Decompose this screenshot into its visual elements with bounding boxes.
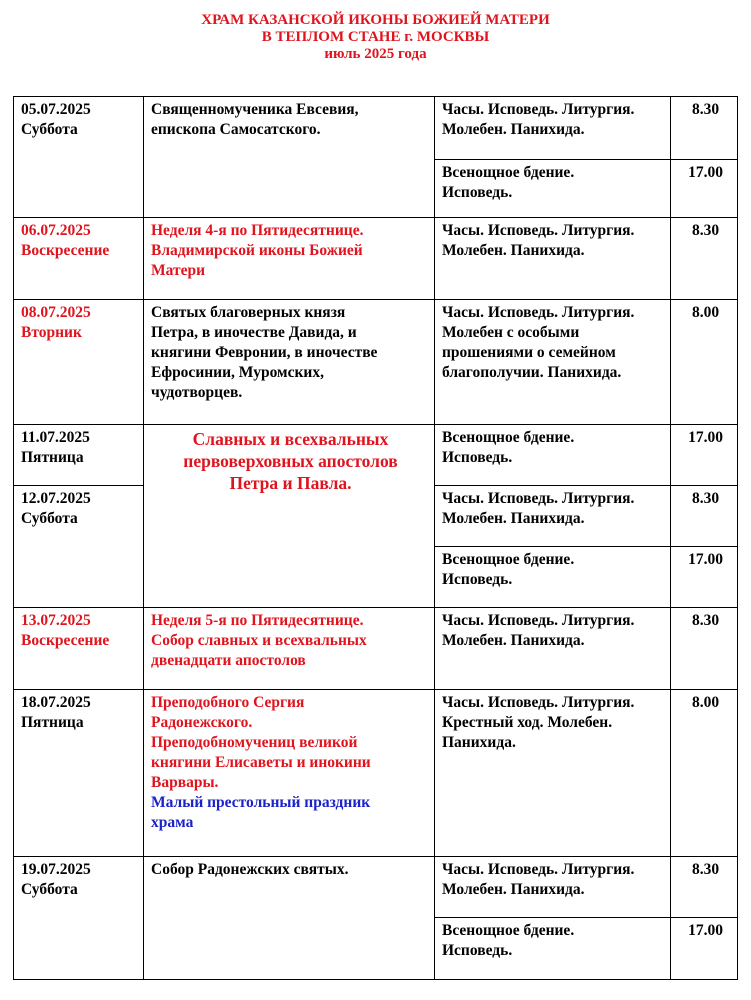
date-cell: [14, 300, 144, 425]
service-line: благополучии. Панихида.: [442, 364, 622, 381]
feast-line: Собор славных и всехвальных: [151, 632, 367, 649]
service-line: Часы. Исповедь. Литургия.: [442, 304, 635, 321]
service-line: Молебен. Панихида.: [442, 121, 585, 138]
service-cell: [435, 857, 671, 918]
service-line: Всенощное бдение.: [442, 164, 575, 181]
feast-line: чудотворцев.: [151, 384, 243, 401]
date: 11.07.2025: [21, 429, 90, 446]
date: 19.07.2025: [21, 861, 91, 878]
feast-line: Преподобного Сергия: [151, 694, 305, 711]
feast-line: Славных и всехвальных: [192, 429, 389, 449]
service-cell: [435, 97, 671, 160]
weekday: Вторник: [21, 324, 82, 341]
service-line: Молебен с особыми: [442, 324, 580, 341]
service-line: прошениями о семейном: [442, 344, 616, 361]
weekday: Суббота: [21, 881, 78, 898]
date-cell: [14, 690, 144, 857]
feast-line: Святых благоверных князя: [151, 304, 346, 321]
service-line: Часы. Исповедь. Литургия.: [442, 694, 635, 711]
weekday: Пятница: [21, 449, 84, 466]
time-cell: 8.30: [671, 486, 738, 547]
service-line: Исповедь.: [442, 449, 513, 466]
feast-line: первоверховных апостолов: [183, 451, 398, 471]
time-cell: 17.00: [671, 160, 738, 218]
time-cell: 8.30: [671, 608, 738, 690]
weekday: Суббота: [21, 121, 78, 138]
time-cell: 17.00: [671, 547, 738, 608]
service-line: Исповедь.: [442, 571, 513, 588]
date: 18.07.2025: [21, 694, 91, 711]
time-cell: 17.00: [671, 425, 738, 486]
service-line: Панихида.: [442, 734, 516, 751]
service-line: Молебен. Панихида.: [442, 242, 585, 259]
service-cell: [435, 486, 671, 547]
table-row: [14, 97, 738, 160]
feast-cell: [144, 690, 435, 857]
feast-line: Неделя 5-я по Пятидесятнице.: [151, 612, 364, 629]
table-row: [14, 300, 738, 425]
weekday: Воскресение: [21, 242, 110, 259]
feast-cell: [144, 218, 435, 300]
header-month: июль 2025 года: [324, 46, 427, 62]
service-line: Часы. Исповедь. Литургия.: [442, 612, 635, 629]
service-line: Всенощное бдение.: [442, 922, 575, 939]
service-line: Часы. Исповедь. Литургия.: [442, 222, 635, 239]
weekday: Пятница: [21, 714, 84, 731]
feast-cell: [144, 425, 435, 608]
date-cell: [14, 486, 144, 608]
service-line: Всенощное бдение.: [442, 429, 575, 446]
feast-line: Варвары.: [151, 774, 219, 791]
time-cell: 8.30: [671, 857, 738, 918]
time-cell: 8.00: [671, 300, 738, 425]
feast-line: Священномученика Евсевия,: [151, 101, 359, 118]
weekday: Воскресение: [21, 632, 110, 649]
feast-cell: [144, 97, 435, 218]
feast-cell: [144, 608, 435, 690]
service-cell: [435, 218, 671, 300]
service-cell: [435, 690, 671, 857]
service-line: Часы. Исповедь. Литургия.: [442, 101, 635, 118]
date-cell: [14, 857, 144, 980]
feast-line: княгини Февронии, в иночестве: [151, 344, 378, 361]
header-subtitle: В ТЕПЛОМ СТАНЕ г. МОСКВЫ: [261, 29, 490, 45]
weekday: Суббота: [21, 510, 78, 527]
date-cell: [14, 425, 144, 486]
time-cell: 8.00: [671, 690, 738, 857]
service-cell: [435, 547, 671, 608]
schedule-table: [13, 96, 738, 980]
service-line: Молебен. Панихида.: [442, 881, 585, 898]
service-cell: [435, 300, 671, 425]
date-cell: [14, 97, 144, 218]
date: 08.07.2025: [21, 304, 91, 321]
service-line: Исповедь.: [442, 184, 513, 201]
service-cell: [435, 608, 671, 690]
feast-line: Радонежского.: [151, 714, 253, 731]
feast-line: Преподобномучениц великой: [151, 734, 358, 751]
table-row: [14, 608, 738, 690]
feast-line: Неделя 4-я по Пятидесятнице.: [151, 222, 364, 239]
table-row: [14, 218, 738, 300]
service-cell: [435, 160, 671, 218]
table-row: [14, 425, 738, 486]
date-cell: [14, 218, 144, 300]
service-cell: [435, 918, 671, 980]
time-cell: 17.00: [671, 918, 738, 980]
time-cell: 8.30: [671, 97, 738, 160]
service-line: Исповедь.: [442, 942, 513, 959]
service-line: Всенощное бдение.: [442, 551, 575, 568]
service-line: Крестный ход. Молебен.: [442, 714, 613, 731]
date: 05.07.2025: [21, 101, 91, 118]
feast-line: Владимирской иконы Божией: [151, 242, 363, 259]
date: 06.07.2025: [21, 222, 91, 239]
patronal-feast-line: храма: [151, 814, 194, 831]
feast-line: Матери: [151, 262, 206, 279]
service-line: Часы. Исповедь. Литургия.: [442, 490, 635, 507]
service-line: Молебен. Панихида.: [442, 510, 585, 527]
service-cell: [435, 425, 671, 486]
header-title: ХРАМ КАЗАНСКОЙ ИКОНЫ БОЖИЕЙ МАТЕРИ: [201, 12, 550, 28]
date: 13.07.2025: [21, 612, 91, 629]
service-line: Часы. Исповедь. Литургия.: [442, 861, 635, 878]
date-cell: [14, 608, 144, 690]
table-row: [14, 690, 738, 857]
feast-line: княгини Елисаветы и инокини: [151, 754, 371, 771]
date: 12.07.2025: [21, 490, 91, 507]
feast-line: Собор Радонежских святых.: [151, 861, 349, 878]
service-line: Молебен. Панихида.: [442, 632, 585, 649]
table-row: [14, 857, 738, 918]
feast-cell: [144, 300, 435, 425]
feast-line: епископа Самосатского.: [151, 121, 321, 138]
feast-line: Ефросинии, Муромских,: [151, 364, 324, 381]
patronal-feast-line: Малый престольный праздник: [151, 794, 371, 811]
time-cell: 8.30: [671, 218, 738, 300]
page-header: [0, 12, 751, 63]
feast-cell: [144, 857, 435, 980]
feast-line: Петра и Павла.: [229, 473, 352, 493]
feast-line: двенадцати апостолов: [151, 652, 306, 669]
feast-line: Петра, в иночестве Давида, и: [151, 324, 357, 341]
